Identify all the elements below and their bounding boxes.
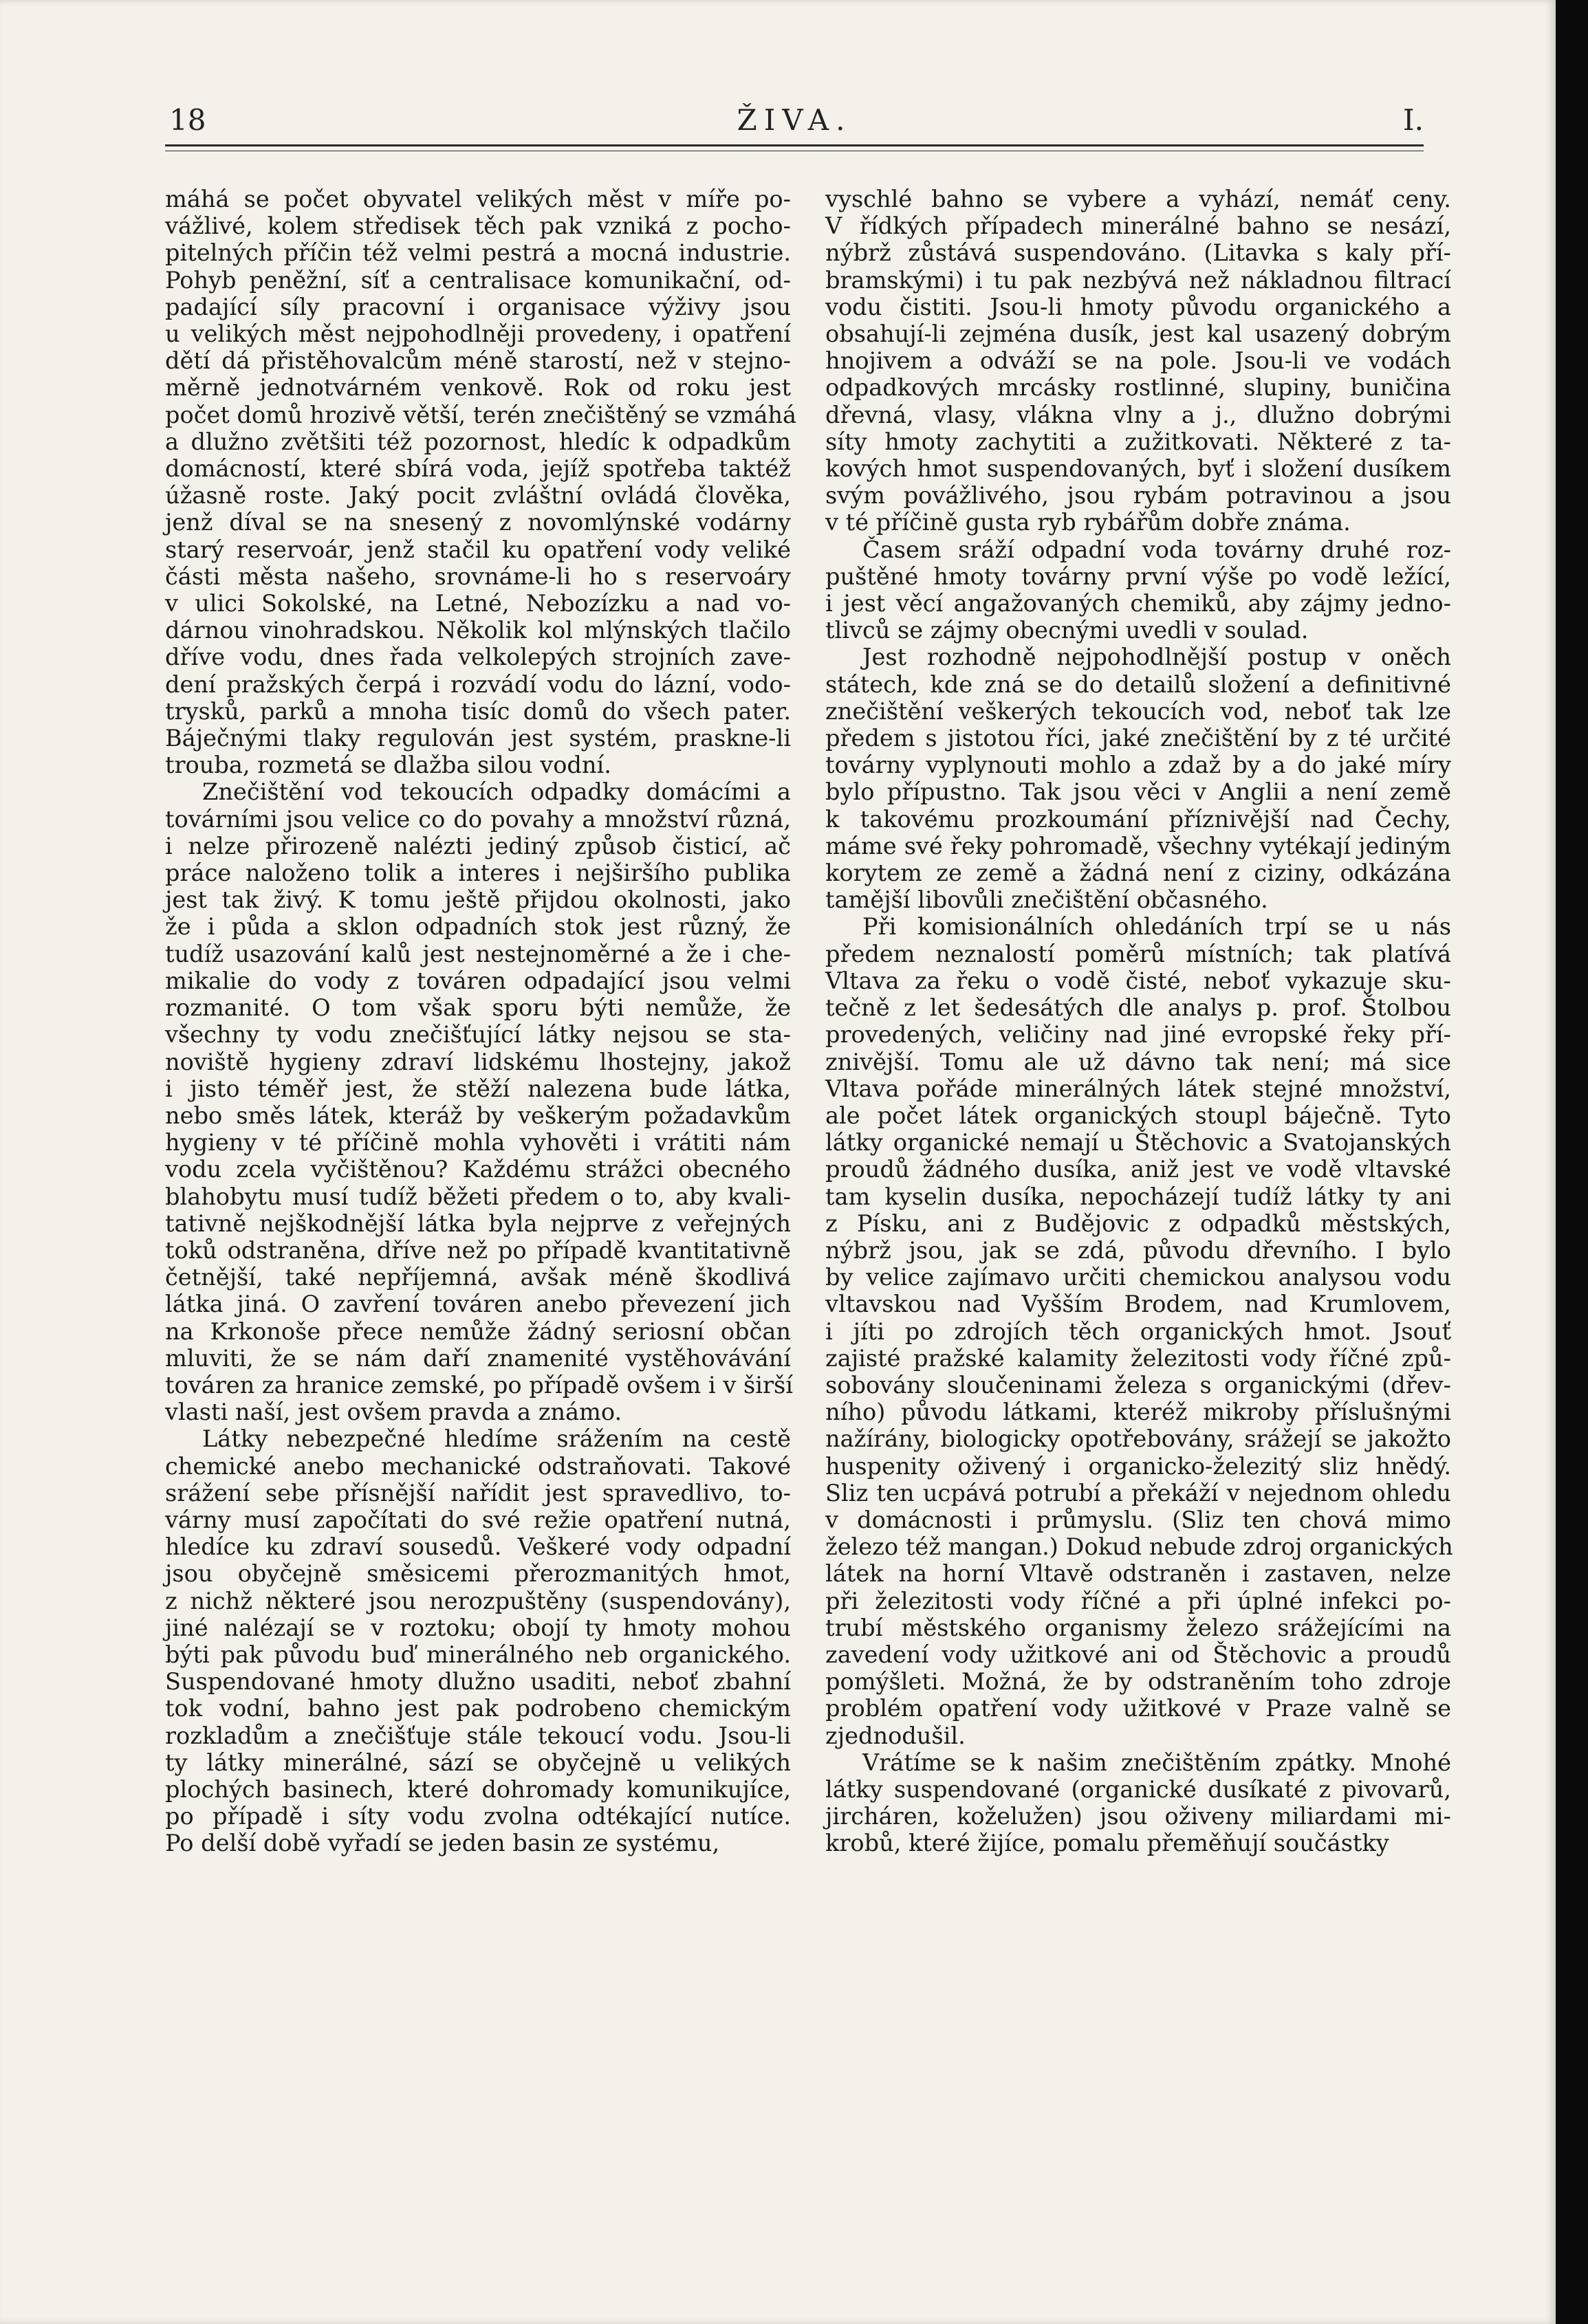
text-line: tok vodní, bahno jest pak podrobeno chemickým xyxy=(165,1695,791,1722)
text-line: toků odstraněna, dříve než po případě kvantitativně xyxy=(165,1236,791,1264)
text-line: V řídkých případech minerálné bahno se nesází, xyxy=(825,212,1451,240)
text-line: ale počet látek organických stoupl báječně. Tyto xyxy=(825,1101,1451,1129)
text-line: Znečištění vod tekoucích odpadky domácími a xyxy=(202,778,791,806)
text-line: ního) původu látkami, kteréž mikroby příslušnými xyxy=(825,1399,1451,1426)
text-line: sobovány sloučeninami železa s organickými (dřev- xyxy=(825,1371,1451,1399)
text-line: i nelze přirozeně nalézti jediný způsob čisticí, ač xyxy=(165,832,791,859)
text-line: provedených, veličiny nad jiné evropské řeky pří- xyxy=(825,1021,1451,1049)
text-line: látka jiná. O zavření továren anebo převezení jich xyxy=(165,1291,791,1318)
text-line: dení pražských čerpá i rozvádí vodu do lázní, vodo- xyxy=(165,670,791,698)
text-line: Suspendované hmoty dlužno usaditi, neboť zbahní xyxy=(165,1668,791,1696)
text-line: vážlivé, kolem středisek těch pak vzniká z pocho- xyxy=(165,212,791,240)
text-line: zavedení vody užitkové ani od Štěchovic a proudů xyxy=(825,1641,1451,1668)
text-line: továren za hranice zemské, po případě ovšem i v širší xyxy=(165,1371,793,1399)
text-line: na Krkonoše přece nemůže žádný seriosní občan xyxy=(165,1317,791,1345)
text-line: starý reservoár, jenž stačil ku opatření vody veliké xyxy=(165,536,791,563)
text-line: předem s jistotou říci, jaké znečištění by z té určité xyxy=(825,725,1451,752)
text-line: trysků, parků a mnoha tisíc domů do všech pater. xyxy=(165,697,791,725)
text-line: býti pak původu buď minerálného neb organického. xyxy=(165,1641,791,1668)
text-line: při železitosti vody říčné a při úplné infekci po- xyxy=(825,1587,1451,1614)
text-line: dříve vodu, dnes řada velkolepých strojních zave- xyxy=(165,644,791,671)
text-line: jenž díval se na snesený z novomlýnské vodárny xyxy=(165,509,791,536)
text-line: všechny ty vodu znečišťující látky nejsou se sta- xyxy=(165,1021,791,1049)
text-line: Sliz ten ucpává potrubí a překáží v nejednom ohledu xyxy=(825,1479,1451,1506)
text-line: nažírány, biologicky opotřebovány, srážejí se jakožto xyxy=(825,1425,1451,1453)
text-line: proudů žádného dusíka, aniž jest ve vodě vltavské xyxy=(825,1156,1451,1183)
text-line: srážení sebe přísnější nařídit jest spravedlivo, to- xyxy=(165,1479,791,1506)
text-line: máme své řeky pohromadě, všechny vytékají jediným xyxy=(825,832,1451,859)
text-line: Jest rozhodně nejpohodlnější postup v oněch xyxy=(862,644,1451,671)
left-column xyxy=(165,186,797,2296)
text-line: zajisté pražské kalamity železitosti vody říčné způ- xyxy=(825,1344,1451,1372)
text-line: látek na horní Vltavě odstraněn i zastaven, nelze xyxy=(825,1560,1451,1588)
text-line: krobů, které žijíce, pomalu přeměňují součástky xyxy=(825,1830,1389,1857)
text-line: ty látky minerálné, sází se obyčejně u velikých xyxy=(165,1749,791,1776)
text-line: tečně z let šedesátých dle analys p. prof. Štolbou xyxy=(825,994,1451,1022)
text-line: vodu zcela vyčištěnou? Každému strážci obecného xyxy=(165,1156,791,1183)
text-line: a dlužno zvětšiti též pozornost, hledíc k odpadkům xyxy=(165,428,791,455)
text-line: odpadkových mrcásky rostlinné, slupiny, buničina xyxy=(825,374,1451,402)
text-line: jsou obyčejně směsicemi přerozmanitých hmot, xyxy=(165,1560,791,1588)
text-line: síty hmoty zachytiti a zužitkovati. Některé z ta- xyxy=(825,428,1451,455)
text-line: Vltava pořáde minerálných látek stejné množství, xyxy=(825,1075,1451,1102)
text-line: obsahují-li zejména dusík, jest kal usazený dobrým xyxy=(825,320,1451,348)
text-line: mikalie do vody z továren odpadající jsou velmi xyxy=(165,967,791,994)
text-line: korytem ze země a žádná není z ciziny, odkázána xyxy=(825,859,1451,887)
text-line: problém opatření vody užitkové v Praze valně se xyxy=(825,1695,1451,1722)
text-line: bramskými) i tu pak nezbývá než nákladnou filtrací xyxy=(825,266,1451,294)
text-line: státech, kde zná se do detailů složení a definitivné xyxy=(825,670,1451,698)
text-line: dřevná, vlasy, vlákna vlny a j., dlužno dobrými xyxy=(825,401,1451,428)
header-rule xyxy=(165,144,1424,146)
right-column xyxy=(825,186,1451,2296)
text-line: rozmanité. O tom však sporu býti nemůže, že xyxy=(165,994,791,1022)
text-line: nebo směs látek, kteráž by veškerým požadavkům xyxy=(165,1101,791,1129)
text-line: blahobytu musí tudíž běžeti předem o to, aby kvali- xyxy=(165,1183,791,1210)
text-line: jiné nalézají se v roztoku; obojí ty hmoty mohou xyxy=(165,1614,791,1641)
text-line: vodu čistiti. Jsou-li hmoty původu organického a xyxy=(825,293,1451,320)
left-column-paragraph xyxy=(165,778,791,1425)
text-line: po případě i síty vodu zvolna odtékající nutíce. xyxy=(165,1803,791,1830)
text-line: tativně nejškodnější látka byla nejprve z veřejných xyxy=(165,1209,791,1237)
text-line: v té příčině gusta ryb rybářům dobře známa. xyxy=(825,509,1351,536)
right-column-paragraph xyxy=(825,644,1451,913)
text-line: továrními jsou velice co do povahy a množství různá, xyxy=(165,805,791,833)
text-line: domácností, které sbírá voda, jejíž spotřeba taktéž xyxy=(165,455,791,483)
text-line: huspenity oživený i organicko-železitý sliz hnědý. xyxy=(825,1452,1451,1480)
text-line: u velikých měst nejpohodlněji provedeny, i opatření xyxy=(165,320,791,348)
text-line: předem neznalostí poměrů místních; tak platívá xyxy=(825,940,1451,967)
text-line: železo též mangan.) Dokud nebude zdroj organických xyxy=(825,1533,1453,1561)
text-line: Vltava za řeku o vodě čisté, neboť vykazuje sku- xyxy=(825,967,1451,994)
text-line: látky suspendované (organické dusíkaté z pivovarů, xyxy=(825,1775,1451,1803)
text-line: Pohyb peněžní, síť a centralisace komunikační, od- xyxy=(165,266,791,294)
right-column-paragraph xyxy=(825,913,1451,1749)
text-line: máhá se počet obyvatel velikých měst v míře po- xyxy=(165,186,791,212)
text-line: i jest věcí angažovaných chemiků, aby zájmy jedno- xyxy=(825,590,1451,617)
text-line: chemické anebo mechanické odstraňovati. Takové xyxy=(165,1452,791,1480)
text-line: rozkladům a znečišťuje stále tekoucí vodu. Jsou-li xyxy=(165,1722,791,1749)
text-line: že i půda a sklon odpadních stok jest různý, že xyxy=(165,913,791,941)
text-line: puštěné hmoty továrny první výše po vodě ležící, xyxy=(825,562,1451,590)
text-line: Látky nebezpečné hledíme srážením na cestě xyxy=(202,1425,791,1453)
left-column-paragraph xyxy=(165,186,797,779)
text-line: hnojivem a odváží se na pole. Jsou-li ve vodách xyxy=(825,347,1451,375)
text-line: četnější, také nepříjemná, avšak méně škodlivá xyxy=(165,1264,791,1291)
text-line: Vrátíme se k našim znečištěním zpátky. Mnohé xyxy=(862,1749,1451,1776)
text-line: i jisto téměř jest, že stěží nalezena bude látka, xyxy=(165,1075,791,1102)
text-line: by velice zajímavo určiti chemickou analysou vodu xyxy=(825,1264,1451,1291)
text-line: vyschlé bahno se vybere a vyhází, nemáť ceny. xyxy=(825,186,1451,212)
text-line: tlivců se zájmy obecnými uvedli v soulad. xyxy=(825,617,1309,644)
text-line: vltavskou nad Vyšším Brodem, nad Krumlovem, xyxy=(825,1291,1451,1318)
text-line: znivější. Tomu ale už dávno tak není; má sice xyxy=(825,1048,1451,1075)
text-line: dárnou vinohradskou. Několik kol mlýnských tlačilo xyxy=(165,617,791,644)
text-line: bylo přípustno. Tak jsou věci v Anglii a není země xyxy=(825,778,1451,806)
text-line: tam kyselin dusíka, nepocházejí tudíž látky ty ani xyxy=(825,1183,1451,1210)
text-line: znečištění veškerých tekoucích vod, neboť tak lze xyxy=(825,697,1451,725)
text-line: hygieny v té příčině mohla vyhověti i vrátiti nám xyxy=(165,1129,791,1156)
running-header xyxy=(165,103,1424,144)
text-line: padající síly pracovní i organisace výživy jsou xyxy=(165,293,791,320)
left-column-paragraph xyxy=(165,1425,791,1856)
text-line: úžasně roste. Jaký pocit zvláštní ovládá člověka, xyxy=(165,482,791,509)
text-line: Báječnými tlaky regulován jest systém, praskne-li xyxy=(165,725,791,752)
text-line: z Písku, ani z Budějovic z odpadků městských, xyxy=(825,1209,1451,1237)
text-line: měrně jednotvárném venkově. Rok od roku jest xyxy=(165,374,791,402)
right-column-paragraph xyxy=(825,1749,1451,1857)
text-line: Po delší době vyřadí se jeden basin ze systému, xyxy=(165,1830,720,1857)
text-line: tudíž usazování kalů jest nestejnoměrné a že i che- xyxy=(165,940,791,967)
text-line: várny musí započítati do své režie opatření nutná, xyxy=(165,1506,791,1533)
text-line: části města našeho, srovnáme-li ho s reservoáry xyxy=(165,562,791,590)
text-line: k takovému prozkoumání příznivější nad Čechy, xyxy=(825,805,1451,833)
text-line: práce naloženo tolik a interes i nejširšího publika xyxy=(165,859,791,887)
text-line: plochých basinech, které dohromady komunikujíce, xyxy=(165,1775,791,1803)
text-line: pitelných příčin též velmi pestrá a mocná industrie. xyxy=(165,239,791,267)
right-column-paragraph xyxy=(825,186,1451,536)
text-line: pomýšleti. Možná, že by odstraněním toho zdroje xyxy=(825,1668,1451,1696)
text-line: Při komisionálních ohledáních trpí se u nás xyxy=(862,913,1451,941)
text-line: v domácnosti i průmyslu. (Sliz ten chová mimo xyxy=(825,1506,1451,1533)
text-line: nýbrž zůstává suspendováno. (Litavka s kaly pří- xyxy=(825,239,1451,267)
text-line: trubí městského organismy železo srážejícími na xyxy=(825,1614,1451,1641)
page-number: 18 xyxy=(169,103,206,137)
text-line: tamější libovůli znečištění občasného. xyxy=(825,886,1268,914)
volume-number: I. xyxy=(1403,103,1424,137)
text-line: kových hmot suspendovaných, byť i složení dusíkem xyxy=(825,455,1451,483)
text-line: továrny vyplynouti mohlo a zdaž by a do jaké míry xyxy=(825,752,1451,779)
text-line: látky organické nemají u Štěchovic a Svatojanských xyxy=(825,1129,1451,1156)
text-line: zjednodušil. xyxy=(825,1722,966,1749)
text-line: svým povážlivého, jsou rybám potravinou a jsou xyxy=(825,482,1451,509)
text-line: trouba, rozmetá se dlažba silou vodní. xyxy=(165,752,611,779)
text-line: jest tak živý. K tomu ještě přijdou okolnosti, jako xyxy=(165,886,791,914)
text-line: vlasti naší, jest ovšem pravda a známo. xyxy=(165,1399,622,1426)
journal-title: ŽIVA. xyxy=(737,103,852,137)
text-line: dětí dá přistěhovalcům méně starostí, než v stejno- xyxy=(165,347,791,375)
text-line: mluviti, že se nám daří znamenité vystěhovávání xyxy=(165,1344,791,1372)
text-line: v ulici Sokolské, na Letné, Nebozízku a nad vo- xyxy=(165,590,791,617)
text-line: noviště hygieny zdraví lidskému lhostejny, jakož xyxy=(165,1048,791,1075)
text-line: jircháren, koželužen) jsou oživeny miliardami mi- xyxy=(825,1803,1451,1830)
scan-edge xyxy=(1556,0,1588,2324)
text-line: počet domů hrozivě větší, terén znečištěný se vzmáhá xyxy=(165,401,797,428)
right-column-paragraph xyxy=(825,536,1451,644)
text-line: Časem sráží odpadní voda továrny druhé roz- xyxy=(862,536,1451,563)
text-line: z nichž některé jsou nerozpuštěny (suspendovány), xyxy=(165,1587,791,1614)
text-line: hledíce ku zdraví sousedů. Veškeré vody odpadní xyxy=(165,1533,791,1561)
text-line: nýbrž jsou, jak se zdá, původu dřevního. I bylo xyxy=(825,1236,1451,1264)
text-line: i jíti po zdrojích těch organických hmot. Jsouť xyxy=(825,1317,1451,1345)
